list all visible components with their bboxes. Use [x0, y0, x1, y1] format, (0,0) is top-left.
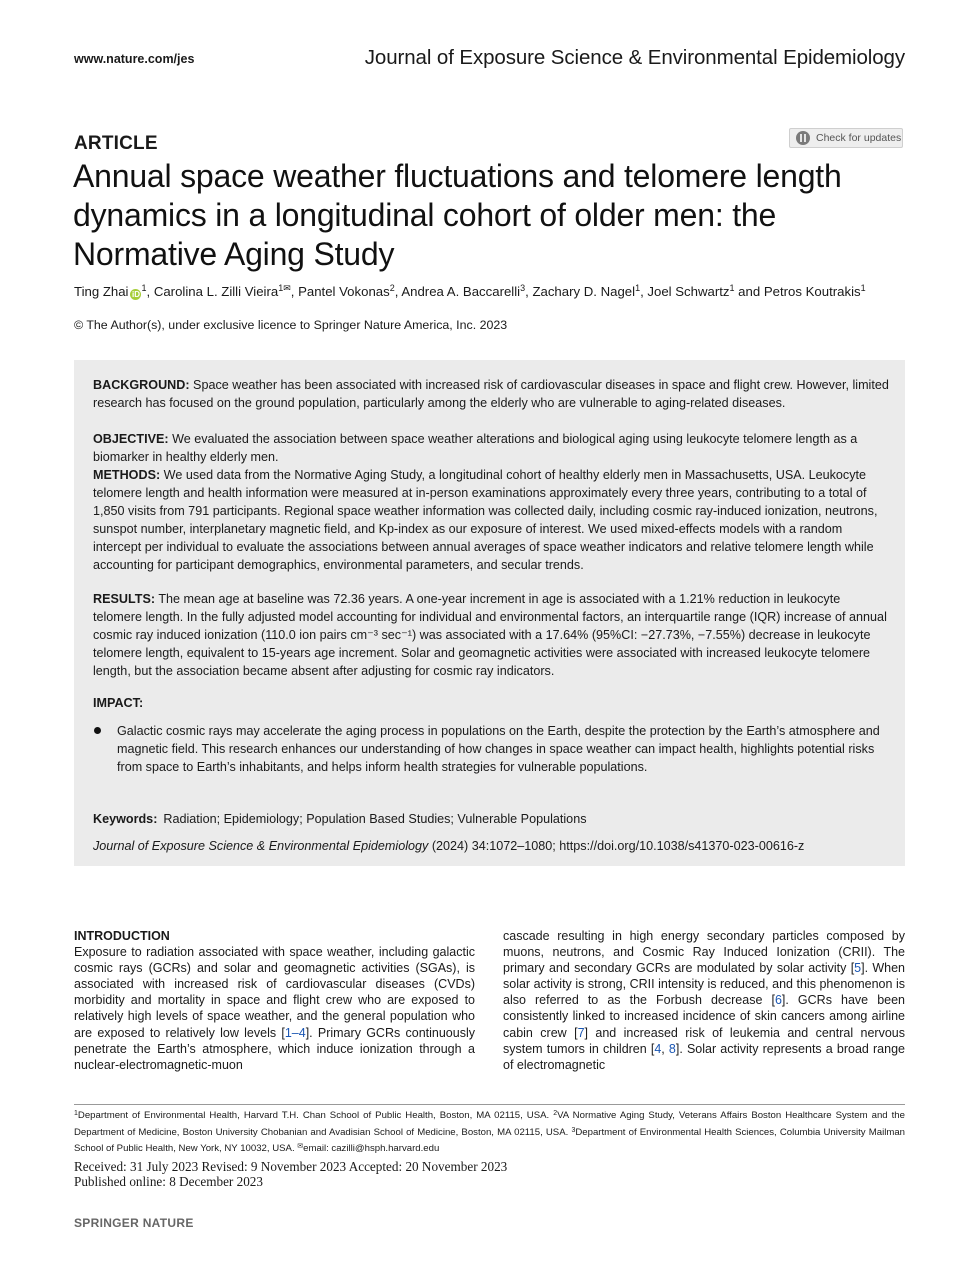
citation-link[interactable]: 5	[854, 961, 862, 976]
author-name[interactable]: Joel Schwartz	[647, 284, 730, 299]
citation-link[interactable]: 7	[577, 1025, 585, 1040]
footnote-divider	[74, 1104, 905, 1105]
intro-left-column: INTRODUCTION Exposure to radiation associated with space weather, including galactic cosmic rays (GCRs) and solar and geomagnetic activities (SGAs), is associated with increased risk of cardiovascular diseases (CVDs) morbidity and mortality in space and flight crew who are exposed to relatively high levels of space weather, and the general population who are exposed to relatively low levels [1–4]. Primary GCRs continuously penetrate the Earth’s atmosphere, which induce ionization through a nuclear-electromagnetic-muon	[74, 929, 475, 1072]
citation-link[interactable]: 6	[774, 993, 782, 1008]
publication-dates: Received: 31 July 2023 Revised: 9 November 2023 Accepted: 20 November 2023 Published online: 8 December 2023	[74, 1159, 508, 1189]
abstract-objective: OBJECTIVE: We evaluated the association between space weather alterations and biological aging using leukocyte telomere length as a biomarker in healthy elderly men.	[93, 432, 858, 464]
author-name[interactable]: Ting Zhai	[74, 284, 129, 299]
affiliations: $^1$Department of Environmental Health, Harvard T.H. Chan School of Public Health, Boston, MA 02115, USA. $^2$VA Normative Aging Study, Veterans Affairs Boston Healthcare System and the Department of Medicine, Boston University Chobanian and Avadisian School of Medicine, Boston, MA 02115, USA. $^3$Department of Environmental Health Sciences, Columbia University Mailman School of Public Health, New York, NY 10032, USA. ✉email: cazilli@hsph.harvard.edu	[74, 1110, 906, 1154]
article-title: Annual space weather fluctuations and telomere length dynamics in a longitudinal cohort of older men: the Normative Aging Study	[73, 158, 842, 272]
impact-heading: IMPACT:	[93, 696, 144, 710]
impact-text: Galactic cosmic rays may accelerate the aging process in populations on the Earth, despite the protection by the Earth’s atmosphere and magnetic field. This research enhances our understanding of how changes in space weather can impact health, highlights potential risks from space to Earth’s inhabitants, and helps inform health strategies for vulnerable populations.	[117, 724, 880, 774]
author-name[interactable]: Andrea A. Baccarelli	[401, 284, 521, 299]
author-name[interactable]: Zachary D. Nagel	[532, 284, 636, 299]
author-name[interactable]: Carolina L. Zilli Vieira	[153, 284, 279, 299]
citation: Journal of Exposure Science & Environmental Epidemiology (2024) 34:1072–1080; https://doi.org/10.1038/s41370-023-00616-z	[93, 839, 805, 853]
keywords: Keywords: Radiation; Epidemiology; Population Based Studies; Vulnerable Populations	[93, 812, 587, 826]
author-name[interactable]: Petros Koutrakis	[763, 284, 861, 299]
email-link[interactable]: email: cazilli@hsph.harvard.edu	[303, 1143, 440, 1154]
citation-link[interactable]: 8	[668, 1041, 676, 1056]
bullet-icon	[94, 727, 101, 734]
publisher-logo: SPRINGER NATURE	[74, 1216, 194, 1230]
abstract-methods: METHODS: We used data from the Normative Aging Study, a longitudinal cohort of healthy elderly men in Massachusetts, USA. Leukocyte telomere length and health information were measured at in-person examinations approximately every three years, contributing to a total of 1,850 visits from 791 participants. Regional space weather information was collected daily, including cosmic ray-induced ionization, neutrons, sunspot number, interplanetary magnetic field, and Kp-index as our exposure of interest. We used mixed-effects models with a random intercept per individual to evaluate the associations between annual averages of space weather indicators and relative telomere length while accounting for participant demographics, environmental parameters, and secular trends.	[93, 468, 878, 572]
citation-link[interactable]: 1–4	[284, 1025, 306, 1040]
check-updates-icon	[796, 131, 810, 145]
author-list: Ting Zhai $iD^1$, Carolina L. Zilli Vieira$^{1✉}$, Pantel Vokonas$^2$, Andrea A. Baccarelli$^3$, Zachary D. Nagel$^1$, Joel Schwartz$^1$ and Petros Koutrakis$^1$	[74, 283, 866, 299]
site-url[interactable]: www.nature.com/jes	[74, 52, 195, 66]
check-for-updates-button[interactable]	[789, 128, 903, 148]
section-heading: INTRODUCTION	[74, 929, 170, 943]
check-for-updates-label: Check for updates	[816, 132, 902, 144]
article-type-label: ARTICLE	[74, 133, 158, 154]
abstract-results: RESULTS: The mean age at baseline was 72.36 years. A one-year increment in age is associated with a 1.21% reduction in leukocyte telomere length. In the fully adjusted model accounting for individual and environmental factors, an interquartile range (IQR) increase of annual cosmic ray induced ionization (110.0 ion pairs cm⁻³ sec⁻¹) was associated with a 17.64% (95%CI: −27.73%, −7.55%) decrease in leukocyte telomere length, equivalent to 15-years age increment. Solar and geomagnetic activities were associated with increased leukocyte telomere length, but the association became absent after adjusting for cosmic ray indicators.	[93, 592, 887, 678]
abstract-background: BACKGROUND: Space weather has been associated with increased risk of cardiovascular diseases in space and flight crew. However, limited research has focused on the ground population, particularly among the elderly who are vulnerable to aging-related diseases.	[93, 378, 889, 410]
orcid-icon[interactable]: iD	[131, 290, 140, 299]
journal-title: Journal of Exposure Science & Environmental Epidemiology	[364, 46, 905, 69]
abstract-box	[74, 360, 905, 866]
author-name[interactable]: Pantel Vokonas	[298, 284, 390, 299]
intro-right-column: cascade resulting in high energy secondary particles composed by muons, neutrons, and Cosmic Ray Induced Ionization (CRII). The primary and secondary GCRs are modulated by solar activity [5]. When solar activity is strong, CRII intensity is reduced, and this phenomenon is also referred to as the Forbush decrease [6]. GCRs have been consistently linked to increased incidence of skin cancers among airline cabin crew [7] and increased risk of leukemia and central nervous system tumors in children [4, 8]. Solar activity represents a broad range of electromagnetic	[503, 929, 906, 1072]
citation-link[interactable]: 4	[654, 1041, 662, 1056]
copyright-notice: © The Author(s), under exclusive licence to Springer Nature America, Inc. 2023	[74, 318, 508, 332]
